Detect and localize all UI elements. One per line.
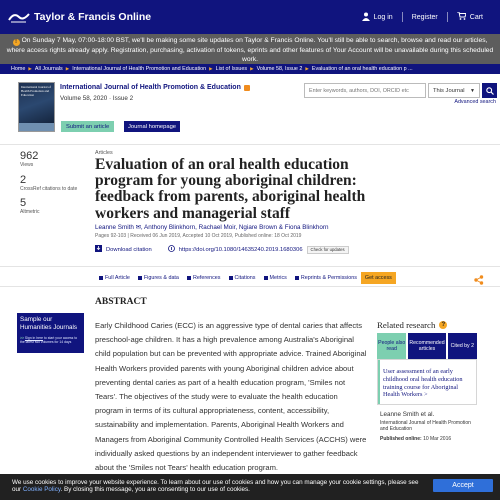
advanced-search-link[interactable]: Advanced search bbox=[454, 99, 496, 105]
related-article-card[interactable] bbox=[377, 359, 477, 405]
promo-arrows: >> bbox=[20, 336, 24, 340]
citations-icon bbox=[229, 276, 233, 280]
doi-icon bbox=[168, 245, 175, 254]
related-article-published bbox=[380, 436, 451, 442]
maintenance-notice bbox=[0, 34, 500, 64]
cart-icon bbox=[457, 12, 466, 22]
divider bbox=[0, 286, 500, 287]
user-icon bbox=[362, 12, 370, 23]
download-citation-link[interactable]: Download citation bbox=[106, 246, 152, 253]
crossref-count[interactable]: 2 bbox=[20, 173, 27, 186]
tab-label: Metrics bbox=[269, 275, 287, 281]
search-scope-label: This Journal bbox=[433, 87, 465, 94]
promo-body bbox=[20, 336, 81, 345]
related-tabs bbox=[377, 333, 477, 359]
article-type: Articles bbox=[95, 150, 113, 156]
related-research-heading bbox=[377, 320, 447, 330]
breadcrumb-issue[interactable]: Volume 58, Issue 2 bbox=[256, 66, 303, 72]
article-dates: Pages 92-103 | Received 06 Jun 2019, Accepted 10 Oct 2019, Published online: 18 Oct 2019 bbox=[95, 233, 302, 239]
cookie-policy-link[interactable]: Cookie Policy bbox=[22, 486, 61, 494]
tab-label: References bbox=[192, 275, 221, 281]
cover-title: International Journal of Health Promotion and Education bbox=[21, 85, 51, 97]
brand-name: Taylor & Francis Online bbox=[34, 11, 152, 23]
published-date: 10 Mar 2016 bbox=[423, 436, 452, 442]
cookie-text: We use cookies to improve your website experience. To learn about our use of cookies and how you can manage your cookie settings, please see our bbox=[12, 479, 419, 494]
journal-title-text: International Journal of Health Promotion & Education bbox=[60, 84, 241, 91]
cart-link[interactable] bbox=[448, 12, 492, 22]
journal-homepage-button[interactable]: Journal homepage bbox=[124, 121, 180, 132]
promo-text: to start your access to the latest two volumes for 14 days bbox=[20, 336, 78, 345]
figures-icon bbox=[138, 276, 142, 280]
tab-cited-by[interactable]: Cited by 2 bbox=[448, 333, 477, 359]
get-access-button[interactable]: Get access bbox=[361, 272, 396, 284]
citation-row bbox=[95, 245, 349, 254]
related-title-text: User assessment of an early childhood oral health education training course for Aboriginal Health Workers bbox=[383, 368, 463, 399]
related-article-title[interactable] bbox=[383, 368, 475, 399]
metrics-icon bbox=[264, 276, 268, 280]
article-title: Evaluation of an oral health education program for young aboriginal children: feedback from parents, aboriginal health workers and managerial staff bbox=[95, 156, 366, 222]
journal-cover[interactable] bbox=[18, 82, 55, 132]
breadcrumb-all-journals[interactable]: All Journals bbox=[34, 66, 63, 72]
article-metrics bbox=[20, 150, 80, 221]
tab-metrics[interactable] bbox=[260, 272, 291, 284]
promo-title: Sample our Humanities Journals bbox=[20, 316, 78, 331]
views-label: Views bbox=[20, 162, 34, 168]
article-tabs bbox=[95, 272, 396, 284]
tab-label: Reprints & Permissions bbox=[300, 275, 357, 281]
wave-logo-icon bbox=[8, 10, 30, 24]
chevron-right-icon: ▶ bbox=[28, 66, 32, 71]
warning-icon: ! bbox=[13, 39, 20, 46]
register-label: Register bbox=[411, 13, 438, 21]
doi-link[interactable]: https://doi.org/10.1080/14635240.2019.1680306 bbox=[178, 246, 303, 253]
card-accent bbox=[378, 360, 380, 404]
altmetric-count[interactable]: 5 bbox=[20, 197, 27, 209]
chevron-right-icon: ▶ bbox=[209, 66, 213, 71]
journal-title[interactable] bbox=[60, 84, 250, 91]
abstract-text: Early Childhood Caries (ECC) is an aggressive type of dental caries that affects preschool-age children. It has a high prevalence among Australia's Aboriginal child population but can be prevented with appropriate advice. Trained Aboriginal Health Workers provided parents with young Aboriginal children advice about preventing dental caries as part of a health education program, 'Smiles not Tears'. The objectives of the study were to evaluate the health education program in terms of its cultural appropriateness, content, accessibility, sustainability and implementation. Parents, Aboriginal Health Workers and Managers from Aboriginal Community Controlled Health Services (ACCHS) were individually asked questions by an independent interviewer to gather feedback about the 'Smiles not Tears' health education program. bbox=[95, 321, 367, 473]
search-scope-select[interactable] bbox=[428, 83, 480, 98]
promo-signin-link[interactable]: Sign in here bbox=[24, 336, 44, 340]
related-heading-text: Related research bbox=[377, 320, 436, 330]
tab-reprints[interactable] bbox=[291, 272, 361, 284]
breadcrumb-current: Evaluation of an oral health education p ... bbox=[311, 66, 413, 72]
tab-label: Full Article bbox=[105, 275, 130, 281]
cart-label: Cart bbox=[469, 13, 483, 21]
published-label: Published online: bbox=[380, 436, 422, 442]
chevron-right-icon: ▶ bbox=[65, 66, 70, 71]
breadcrumb-list-of-issues[interactable]: List of Issues bbox=[215, 66, 248, 72]
chevron-right-icon: > bbox=[424, 391, 428, 399]
search-button[interactable] bbox=[482, 83, 497, 98]
top-bar bbox=[0, 0, 500, 34]
tab-label: Figures & data bbox=[143, 275, 179, 281]
related-article-author: Leanne Smith et al. bbox=[380, 411, 435, 418]
notice-text: On Sunday 7 May, 07:00-18:00 BST, we'll be making some site updates on Taylor & Francis Online. You'll still be able to search, browse and read our articles, where access rights already apply. Registration, purchasing, activation of tokens, eprints and other features of Your Account will be unavailable during this scheduled work. bbox=[6, 37, 494, 64]
login-link[interactable] bbox=[353, 12, 402, 23]
chevron-down-icon: ▼ bbox=[470, 87, 475, 94]
full-article-icon bbox=[99, 276, 103, 280]
humanities-promo[interactable] bbox=[17, 313, 84, 353]
breadcrumb-journal[interactable]: International Journal of Health Promotion and Education bbox=[72, 66, 207, 72]
rss-icon[interactable] bbox=[244, 85, 250, 91]
search-input[interactable] bbox=[304, 83, 426, 98]
search-icon bbox=[486, 82, 494, 100]
crossref-label: CrossRef citations to date bbox=[20, 185, 78, 192]
divider bbox=[0, 266, 500, 267]
check-for-updates-badge[interactable]: Check for updates bbox=[307, 246, 349, 254]
cover-band bbox=[19, 123, 54, 131]
tab-people-also-read[interactable]: People also read bbox=[377, 333, 406, 359]
tab-recommended-articles[interactable]: Recommended articles bbox=[408, 333, 445, 359]
help-icon[interactable]: ? bbox=[439, 321, 447, 329]
reprints-icon bbox=[295, 276, 299, 280]
tab-label: Citations bbox=[234, 275, 256, 281]
cookie-message bbox=[12, 479, 427, 494]
chevron-right-icon: ▶ bbox=[305, 66, 309, 71]
article-authors[interactable]: Leanne Smith ✉, Anthony Blinkhorn, Rachael Moir, Ngiare Brown & Fiona Blinkhorn bbox=[95, 224, 329, 231]
divider bbox=[0, 144, 500, 145]
tab-full-article[interactable] bbox=[95, 272, 134, 284]
views-count: 962 bbox=[20, 150, 39, 162]
tab-citations[interactable] bbox=[225, 272, 260, 284]
breadcrumb-home[interactable]: Home bbox=[11, 66, 26, 72]
chevron-right-icon: ▶ bbox=[250, 66, 254, 71]
journal-volume[interactable]: Volume 58, 2020 · Issue 2 bbox=[60, 95, 134, 102]
tab-references[interactable] bbox=[183, 272, 225, 284]
references-icon bbox=[187, 276, 191, 280]
brand-logo[interactable] bbox=[8, 10, 353, 24]
altmetric-label: Altmetric bbox=[20, 209, 40, 215]
submit-article-button[interactable]: Submit an article bbox=[61, 121, 114, 132]
cookie-text-after: . By closing this message, you are consenting to our use of cookies. bbox=[60, 486, 250, 494]
download-icon bbox=[95, 245, 102, 254]
related-article-journal: International Journal of Health Promotion and Education bbox=[380, 420, 471, 433]
breadcrumb bbox=[0, 64, 500, 74]
abstract-heading: ABSTRACT bbox=[95, 297, 147, 307]
share-icon[interactable] bbox=[474, 272, 484, 290]
login-label: Log in bbox=[373, 13, 393, 21]
cookie-banner bbox=[0, 474, 500, 500]
register-link[interactable] bbox=[403, 14, 447, 21]
tab-figures[interactable] bbox=[134, 272, 183, 284]
accept-cookies-button[interactable]: Accept bbox=[433, 479, 493, 492]
